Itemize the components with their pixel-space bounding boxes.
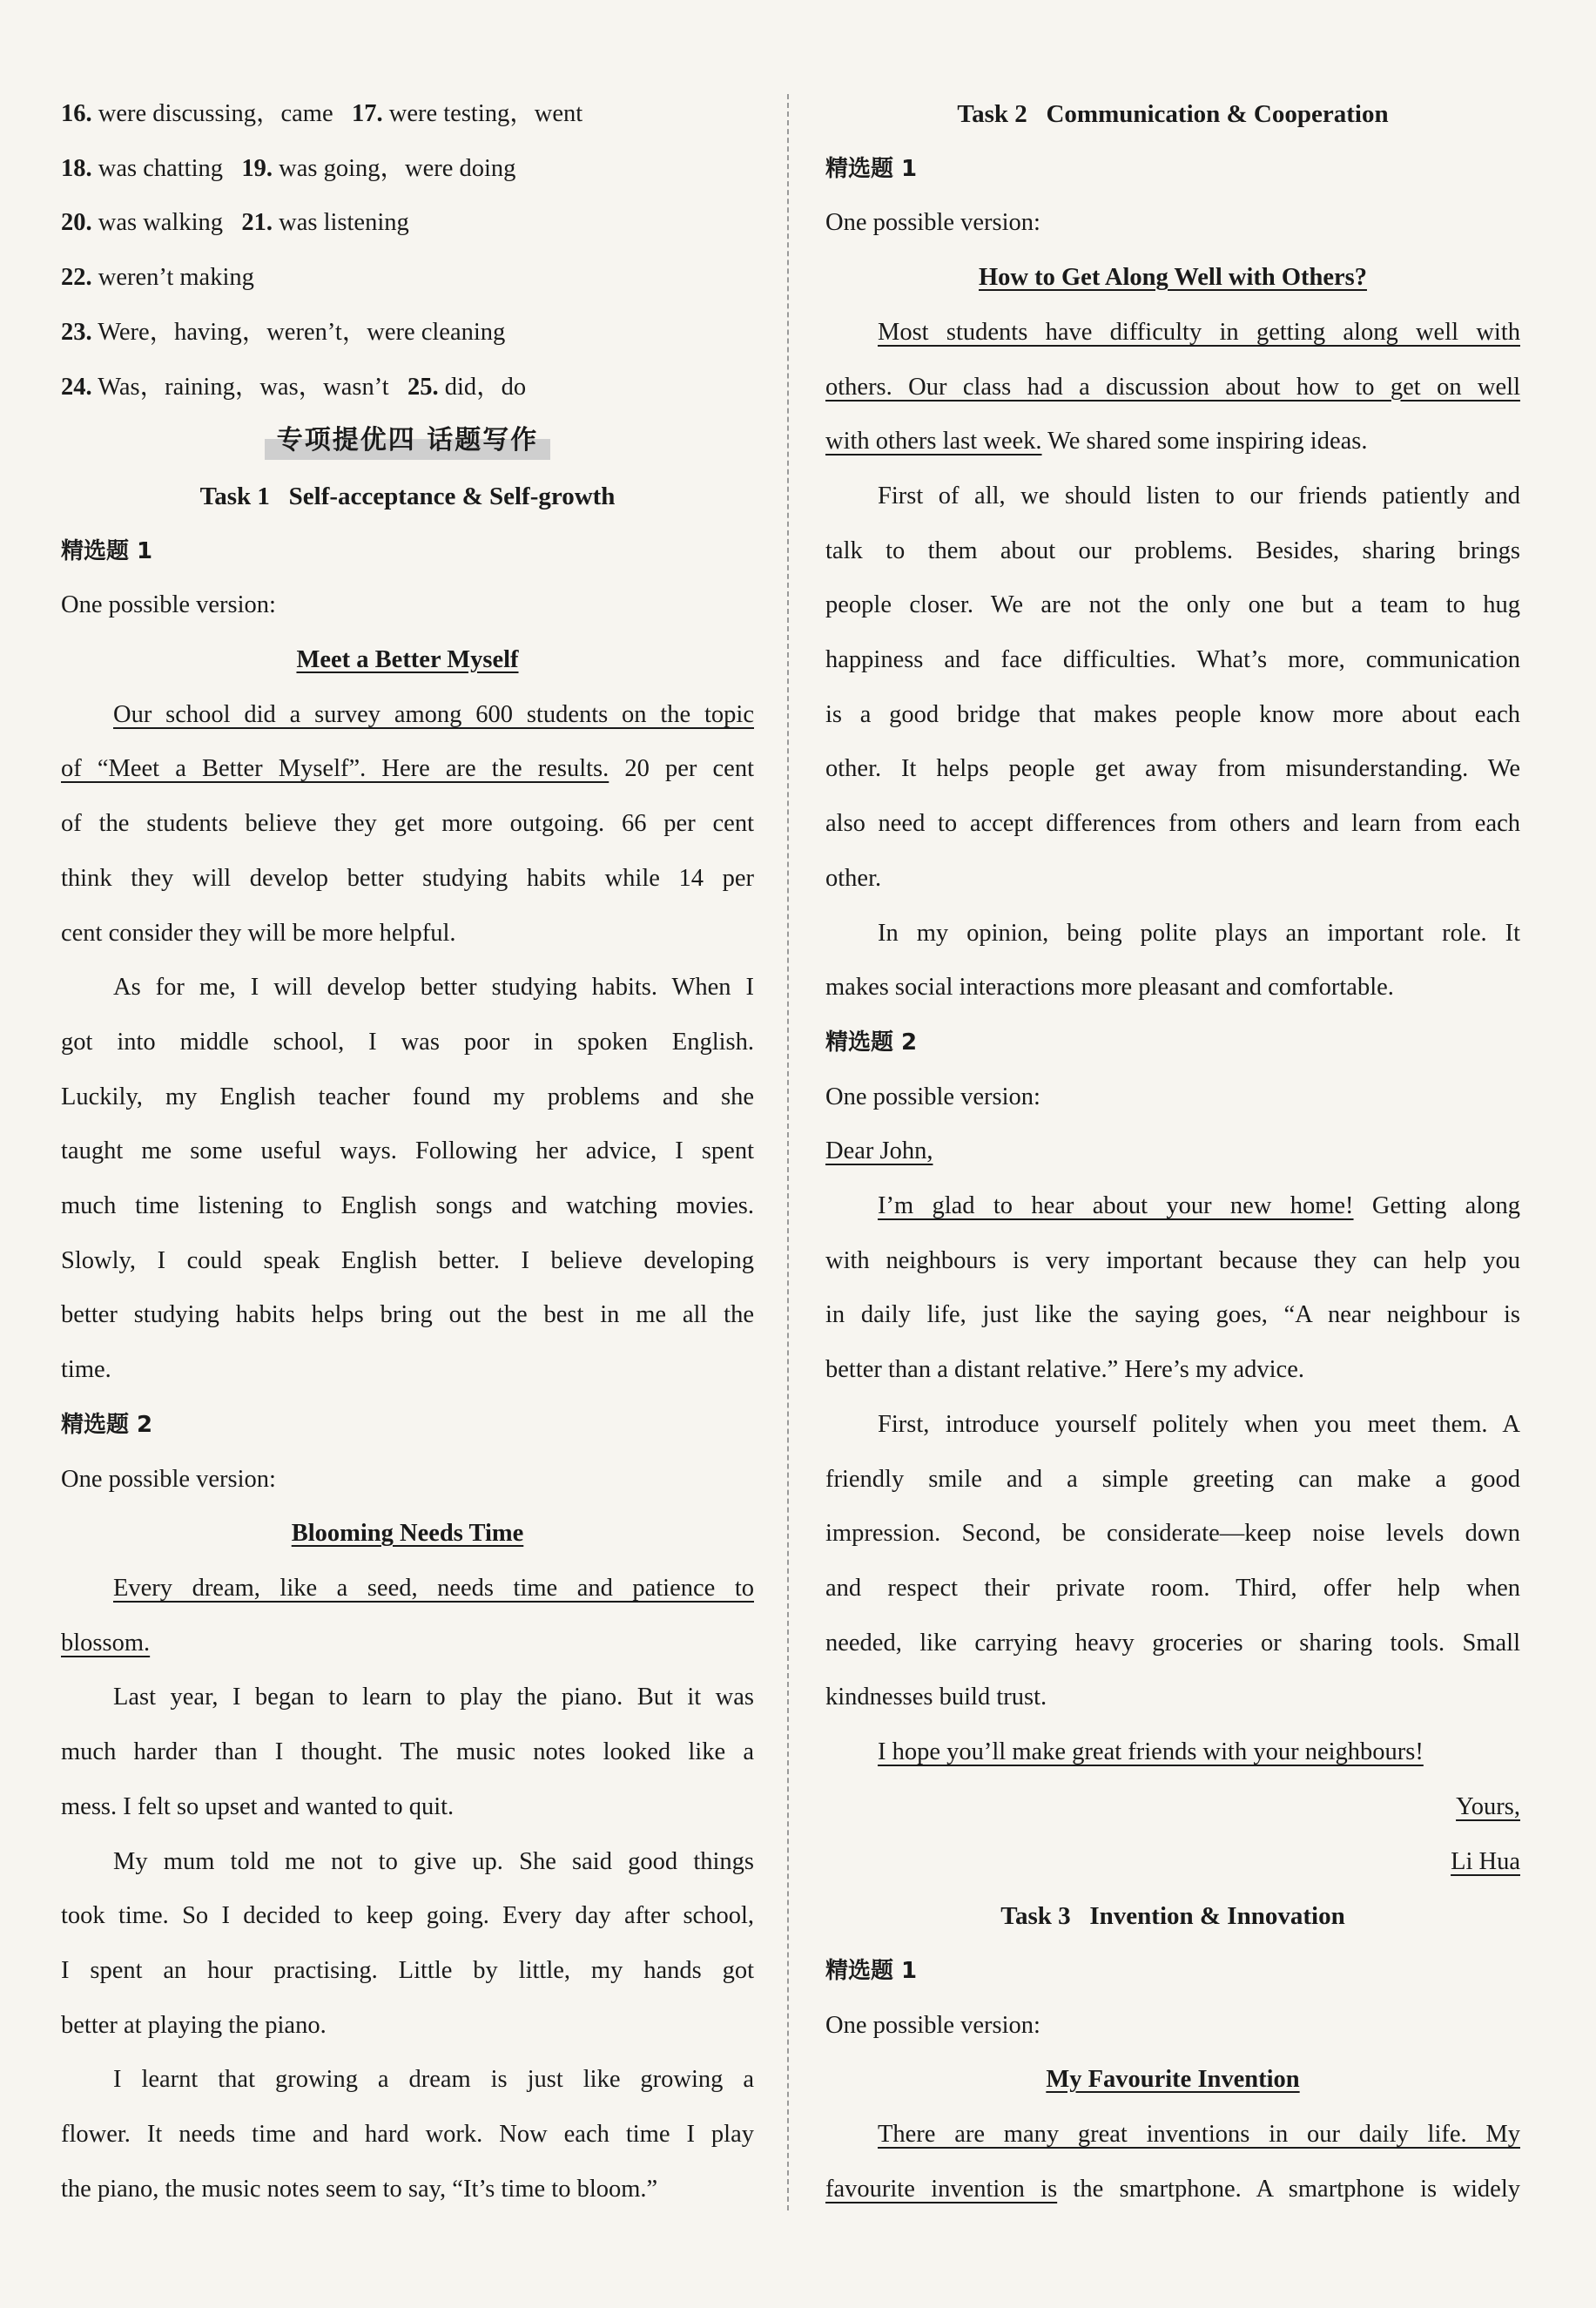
essay-line: I learnt that growing a dream is just like growing a <box>113 2066 754 2094</box>
answer-row <box>61 251 754 306</box>
answer-text: Was，raining，was，wasn’t <box>98 373 389 401</box>
essay-line: talk to them about our problems. Besides, sharing brings <box>825 537 1520 564</box>
essay-line: mess. I felt so upset and wanted to quit. <box>61 1792 455 1820</box>
essay-line: of “Meet a Better Myself”. Here are the results. 20 per cent <box>61 755 754 783</box>
answer-number: 25. <box>407 373 439 401</box>
intro-text: One possible version: <box>825 209 1040 237</box>
answer-text: was listening <box>279 209 409 237</box>
answer-text: was chatting <box>98 154 224 182</box>
essay-line: much time listening to English songs and watching movies. <box>61 1192 754 1220</box>
essay-line: also need to accept differences from others and learn from each <box>825 810 1520 838</box>
essay-line: needed, like carrying heavy groceries or sharing tools. Small <box>825 1629 1520 1657</box>
essay-line: First, introduce yourself politely when you meet them. A <box>878 1410 1520 1438</box>
answer-number: 20. <box>61 209 92 237</box>
letter-signature: Li Hua <box>1451 1847 1520 1875</box>
essay-line: friendly smile and a simple greeting can make a good <box>825 1465 1520 1493</box>
answer-row <box>61 361 754 415</box>
essay-line: taught me some useful ways. Following her advice, I spent <box>61 1137 754 1165</box>
answer-row <box>61 196 754 251</box>
essay-heading: Blooming Needs Time <box>291 1520 524 1548</box>
intro-text: One possible version: <box>825 2011 1040 2039</box>
essay-heading: How to Get Along Well with Others? <box>979 264 1367 292</box>
answer-row <box>61 87 754 142</box>
right-column <box>825 87 1520 2217</box>
essay-line: Most students have difficulty in getting along well with <box>878 318 1520 346</box>
essay-line: First of all, we should listen to our friends patiently and <box>878 482 1520 510</box>
essay-heading: Meet a Better Myself <box>296 646 519 674</box>
essay-line: favourite invention is the smartphone. A smartphone is widely <box>825 2175 1520 2203</box>
essay-line: Slowly, I could speak English better. I believe developing <box>61 1246 754 1274</box>
essay-line: the piano, the music notes seem to say, “It’s time to bloom.” <box>61 2175 658 2203</box>
essay-line: other. It helps people get away from misunderstanding. We <box>825 755 1520 783</box>
intro-text: One possible version: <box>825 1083 1040 1110</box>
letter-greeting: Dear John, <box>825 1137 933 1165</box>
answer-row <box>61 306 754 361</box>
essay-line: My mum told me not to give up. She said good things <box>113 1847 754 1875</box>
essay-line: with neighbours is very important because they can help you <box>825 1246 1520 1274</box>
answer-number: 18. <box>61 154 92 182</box>
task2-title: Task 2 Communication & Cooperation <box>957 100 1389 128</box>
intro-text: One possible version: <box>61 591 276 619</box>
essay-line: in daily life, just like the saying goes, “A near neighbour is <box>825 1301 1520 1329</box>
essay-line: Every dream, like a seed, needs time and patience to <box>113 1574 754 1602</box>
essay-line: I spent an hour practising. Little by little, my hands got <box>61 1956 754 1984</box>
essay-line: cent consider they will be more helpful. <box>61 919 456 947</box>
column-divider <box>787 94 789 2210</box>
essay-line: Our school did a survey among 600 students on the topic <box>113 700 754 728</box>
left-column <box>61 87 754 2217</box>
answer-text: was going，were doing <box>279 154 516 182</box>
essay-line: makes social interactions more pleasant and comfortable. <box>825 974 1394 1002</box>
answer-text: were testing，went <box>388 100 583 127</box>
essay-line: people closer. We are not the only one but a team to hug <box>825 591 1520 619</box>
question-label: 精选题 1 <box>825 155 918 182</box>
essay-line: others. Our class had a discussion about how to get on well <box>825 373 1520 401</box>
answer-number: 19. <box>241 154 273 182</box>
question-label: 精选题 2 <box>61 1411 153 1438</box>
letter-closing: Yours, <box>1456 1792 1520 1820</box>
essay-heading: My Favourite Invention <box>1046 2066 1300 2094</box>
essay-line: much harder than I thought. The music notes looked like a <box>61 1738 754 1766</box>
answer-number: 24. <box>61 373 92 401</box>
essay-line: Last year, I began to learn to play the piano. But it was <box>113 1684 754 1711</box>
answer-row <box>61 142 754 197</box>
essay-line: and respect their private room. Third, offer help when <box>825 1574 1520 1602</box>
answer-text: was walking <box>98 209 224 237</box>
essay-line: time. <box>61 1356 111 1384</box>
essay-line: other. <box>825 864 882 892</box>
answer-text: Were，having，weren’t，were cleaning <box>98 318 506 346</box>
essay-line: impression. Second, be considerate—keep noise levels down <box>825 1520 1520 1548</box>
essay-line: think they will develop better studying habits while 14 per <box>61 864 754 892</box>
question-label: 精选题 1 <box>825 1957 918 1984</box>
essay-line: I hope you’ll make great friends with your neighbours! <box>878 1738 1424 1766</box>
answer-number: 22. <box>61 264 92 292</box>
section-banner-row <box>61 415 754 469</box>
essay-line: of the students believe they get more outgoing. 66 per cent <box>61 810 754 838</box>
task1-title: Task 1 Self-acceptance & Self-growth <box>199 482 616 510</box>
essay-line: As for me, I will develop better studying habits. When I <box>113 974 754 1002</box>
essay-line: There are many great inventions in our daily life. My <box>878 2121 1520 2149</box>
essay-line: with others last week. We shared some inspiring ideas. <box>825 428 1368 456</box>
answer-text: did，do <box>444 373 527 401</box>
answer-number: 17. <box>352 100 383 127</box>
question-label: 精选题 1 <box>61 537 153 564</box>
answer-text: were discussing，came <box>98 100 333 127</box>
essay-line: took time. So I decided to keep going. Every day after school, <box>61 1902 754 1930</box>
essay-line: happiness and face difficulties. What’s more, communication <box>825 646 1520 674</box>
section-banner: 专项提优四 话题写作 <box>265 422 550 460</box>
answer-number: 21. <box>241 209 273 237</box>
answer-number: 16. <box>61 100 92 127</box>
essay-line: better than a distant relative.” Here’s my advice. <box>825 1356 1304 1384</box>
essay-line: is a good bridge that makes people know more about each <box>825 700 1520 728</box>
essay-line: better studying habits helps bring out the best in me all the <box>61 1301 754 1329</box>
essay-line: I’m glad to hear about your new home! Getting along <box>878 1192 1520 1220</box>
essay-line: kindnesses build trust. <box>825 1684 1047 1711</box>
essay-line: In my opinion, being polite plays an important role. It <box>878 919 1520 947</box>
essay-line: better at playing the piano. <box>61 2011 327 2039</box>
intro-text: One possible version: <box>61 1465 276 1493</box>
question-label: 精选题 2 <box>825 1029 918 1056</box>
essay-line: got into middle school, I was poor in spoken English. <box>61 1028 754 1056</box>
essay-line: blossom. <box>61 1629 151 1657</box>
task3-title: Task 3 Invention & Innovation <box>1000 1902 1345 1931</box>
answer-text: weren’t making <box>98 264 254 292</box>
essay-line: Luckily, my English teacher found my problems and she <box>61 1083 754 1110</box>
essay-line: flower. It needs time and hard work. Now each time I play <box>61 2121 754 2149</box>
answer-number: 23. <box>61 318 92 346</box>
